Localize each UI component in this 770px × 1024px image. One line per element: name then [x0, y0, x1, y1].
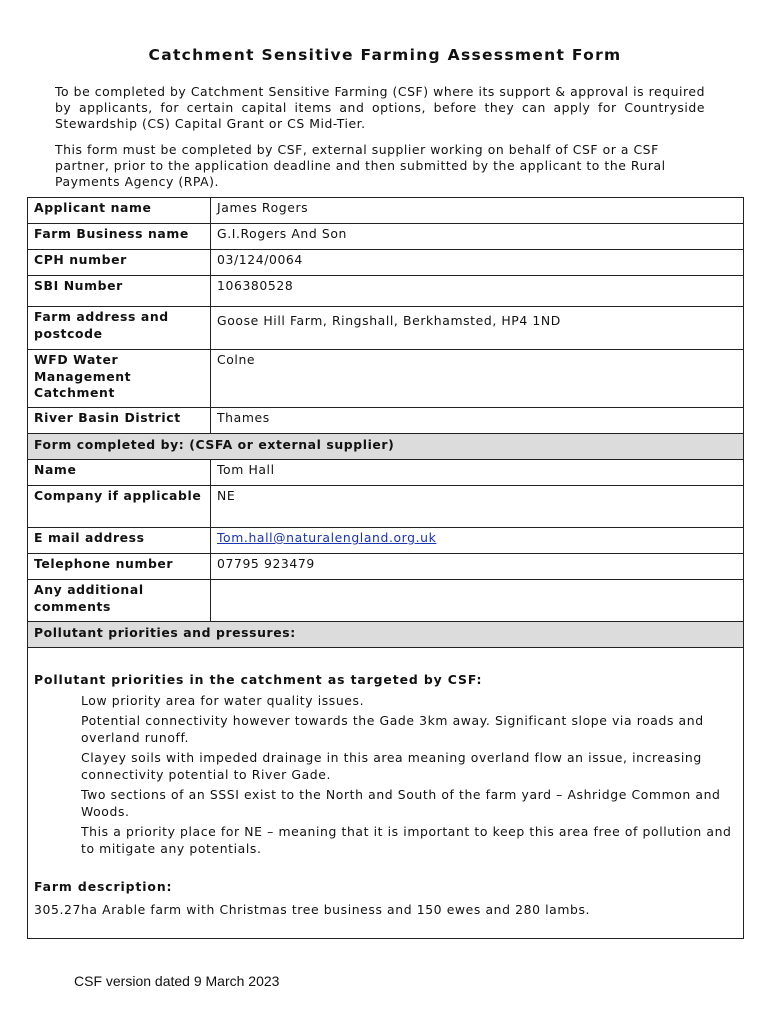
email-field[interactable]	[211, 528, 744, 554]
list-item: Potential connectivity however towards the Gade 3km away. Significant slope via roads and overland runoff.	[81, 713, 704, 745]
list-item: Low priority area for water quality issues.	[81, 692, 365, 708]
river-basin-label: River Basin District	[28, 408, 211, 434]
assessment-form-table	[27, 197, 744, 939]
applicant-name-label: Applicant name	[28, 198, 211, 224]
list-item: This a priority place for NE – meaning that it is important to keep this area free of pollution and to mitigate any potentials.	[81, 824, 732, 856]
email-link[interactable]: Tom.hall@naturalengland.org.uk	[217, 530, 437, 545]
wfd-label: WFD Water Management Catchment	[28, 350, 211, 408]
sbi-field[interactable]: 106380528	[211, 276, 744, 307]
pollutant-priorities-list	[34, 693, 737, 858]
pollutant-section-header: Pollutant priorities and pressures:	[28, 622, 744, 648]
sbi-label: SBI Number	[28, 276, 211, 307]
intro-paragraph-1: To be completed by Catchment Sensitive Farming (CSF) where its support & approval is required by applicants, for certain capital items and options, before they can apply for Countryside Stewardship (CS) Capital Grant or CS Mid-Tier.	[55, 84, 705, 131]
farm-description-text: 305.27ha Arable farm with Christmas tree business and 150 ewes and 280 lambs.	[34, 901, 591, 917]
row-completer-name	[28, 460, 744, 486]
cph-label: CPH number	[28, 250, 211, 276]
river-basin-field[interactable]: Thames	[211, 408, 744, 434]
farm-business-label: Farm Business name	[28, 224, 211, 250]
list-item: Two sections of an SSSI exist to the North and South of the farm yard – Ashridge Common and Woods.	[81, 787, 721, 819]
row-applicant-name	[28, 198, 744, 224]
farm-description-heading: Farm description:	[34, 879, 173, 894]
address-label: Farm address and postcode	[28, 307, 211, 350]
list-item: Clayey soils with impeded drainage in this area meaning overland flow an issue, increasing connectivity potential to River Gade.	[81, 750, 702, 782]
wfd-field[interactable]: Colne	[211, 350, 744, 408]
telephone-field[interactable]: 07795 923479	[211, 554, 744, 580]
completed-by-section-header: Form completed by: (CSFA or external supplier)	[28, 434, 744, 460]
row-email	[28, 528, 744, 554]
pollutant-priorities-heading: Pollutant priorities in the catchment as targeted by CSF:	[34, 672, 483, 687]
form-title: Catchment Sensitive Farming Assessment Form	[148, 46, 622, 64]
company-label: Company if applicable	[28, 486, 211, 528]
comments-field[interactable]	[211, 580, 744, 622]
telephone-label: Telephone number	[28, 554, 211, 580]
intro-paragraph-2: This form must be completed by CSF, external supplier working on behalf of CSF or a CSF partner, prior to the application deadline and then submitted by the applicant to the Rural Payments Agency (RPA).	[55, 142, 666, 189]
row-farm-business	[28, 224, 744, 250]
row-pollutant-header	[28, 622, 744, 648]
company-field[interactable]: NE	[211, 486, 744, 528]
comments-label: Any additional comments	[28, 580, 211, 622]
completer-name-label: Name	[28, 460, 211, 486]
row-pollutant-details	[28, 648, 744, 939]
completer-name-field[interactable]: Tom Hall	[211, 460, 744, 486]
applicant-name-field[interactable]: James Rogers	[211, 198, 744, 224]
row-telephone	[28, 554, 744, 580]
farm-business-field[interactable]: G.I.Rogers And Son	[211, 224, 744, 250]
pollutant-details-box	[28, 648, 744, 939]
row-address	[28, 307, 744, 350]
version-footer: CSF version dated 9 March 2023	[74, 973, 280, 989]
row-completed-by-header	[28, 434, 744, 460]
row-company	[28, 486, 744, 528]
row-cph	[28, 250, 744, 276]
row-sbi	[28, 276, 744, 307]
email-label: E mail address	[28, 528, 211, 554]
address-field[interactable]: Goose Hill Farm, Ringshall, Berkhamsted, HP4 1ND	[211, 307, 744, 350]
row-river-basin	[28, 408, 744, 434]
row-wfd	[28, 350, 744, 408]
row-comments	[28, 580, 744, 622]
cph-field[interactable]: 03/124/0064	[211, 250, 744, 276]
